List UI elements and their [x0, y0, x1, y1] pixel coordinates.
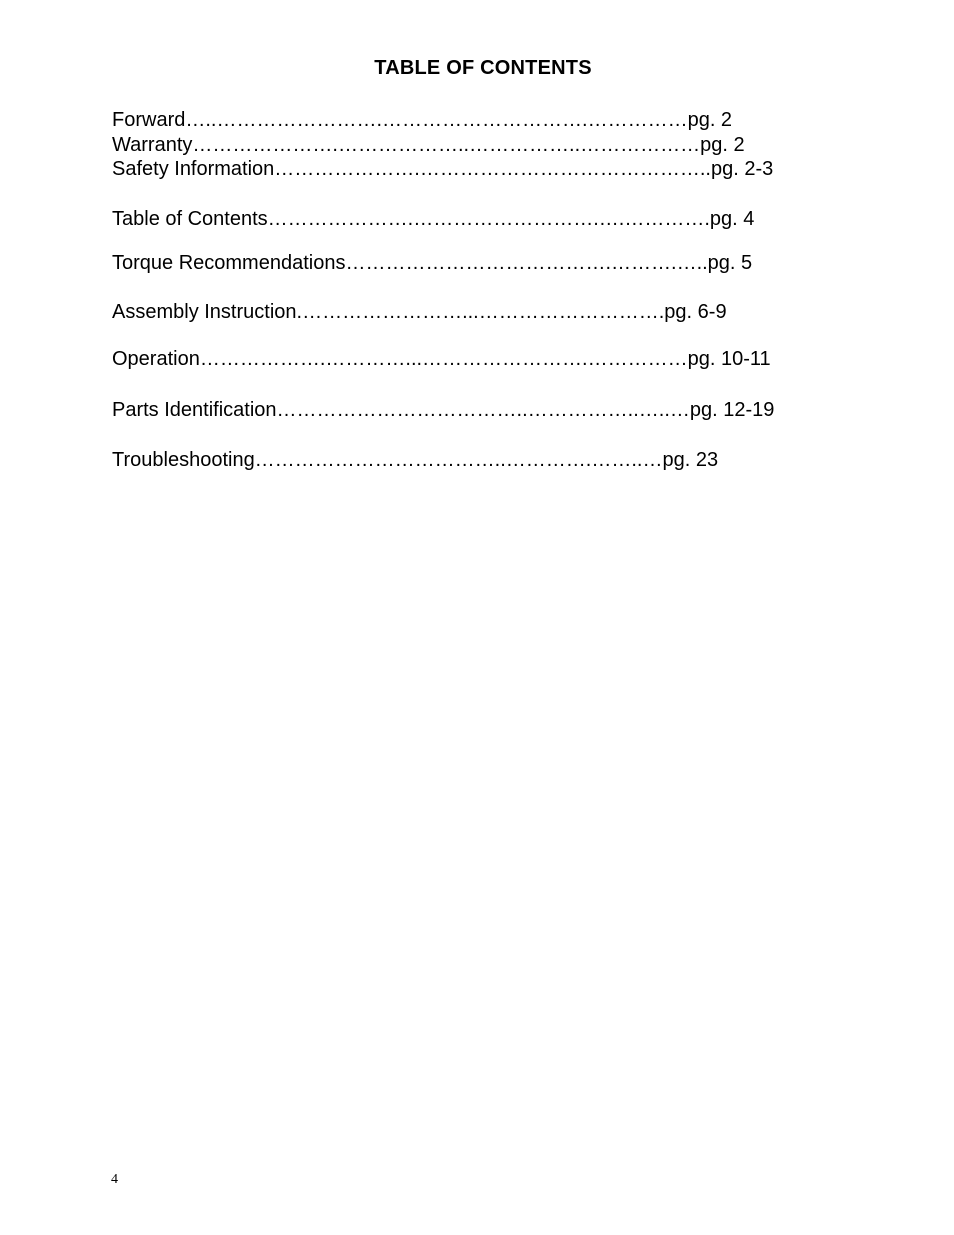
toc-entry-safety-information: Safety Information………………….……………………………………..pg. 2-3 [112, 158, 774, 180]
page-title: TABLE OF CONTENTS [374, 57, 592, 79]
toc-entry-torque-recommendations: Torque Recommendations………………………………….……….…..pg. 5 [112, 252, 753, 274]
toc-entry-assembly-instruction: Assembly Instruction.……………………...……………………….pg. 6-9 [112, 301, 727, 323]
toc-entry-forward: Forward…..…………………….………………………….……………pg. 2 [112, 109, 733, 131]
toc-entry-troubleshooting: Troubleshooting………………………………..………….……..…pg. 23 [112, 449, 719, 471]
toc-entry-warranty: Warranty………………….………………..……………..………………pg. 2 [112, 134, 745, 156]
toc-entry-parts-identification: Parts Identification………………………………..……………..…..…pg. 12-19 [112, 399, 775, 421]
toc-entry-table-of-contents: Table of Contents………………….……………………….….………….pg. 4 [112, 208, 755, 230]
toc-entry-operation: Operation……………….…………...…………………….……………pg. 10-11 [112, 348, 771, 370]
page-number: 4 [111, 1172, 118, 1187]
